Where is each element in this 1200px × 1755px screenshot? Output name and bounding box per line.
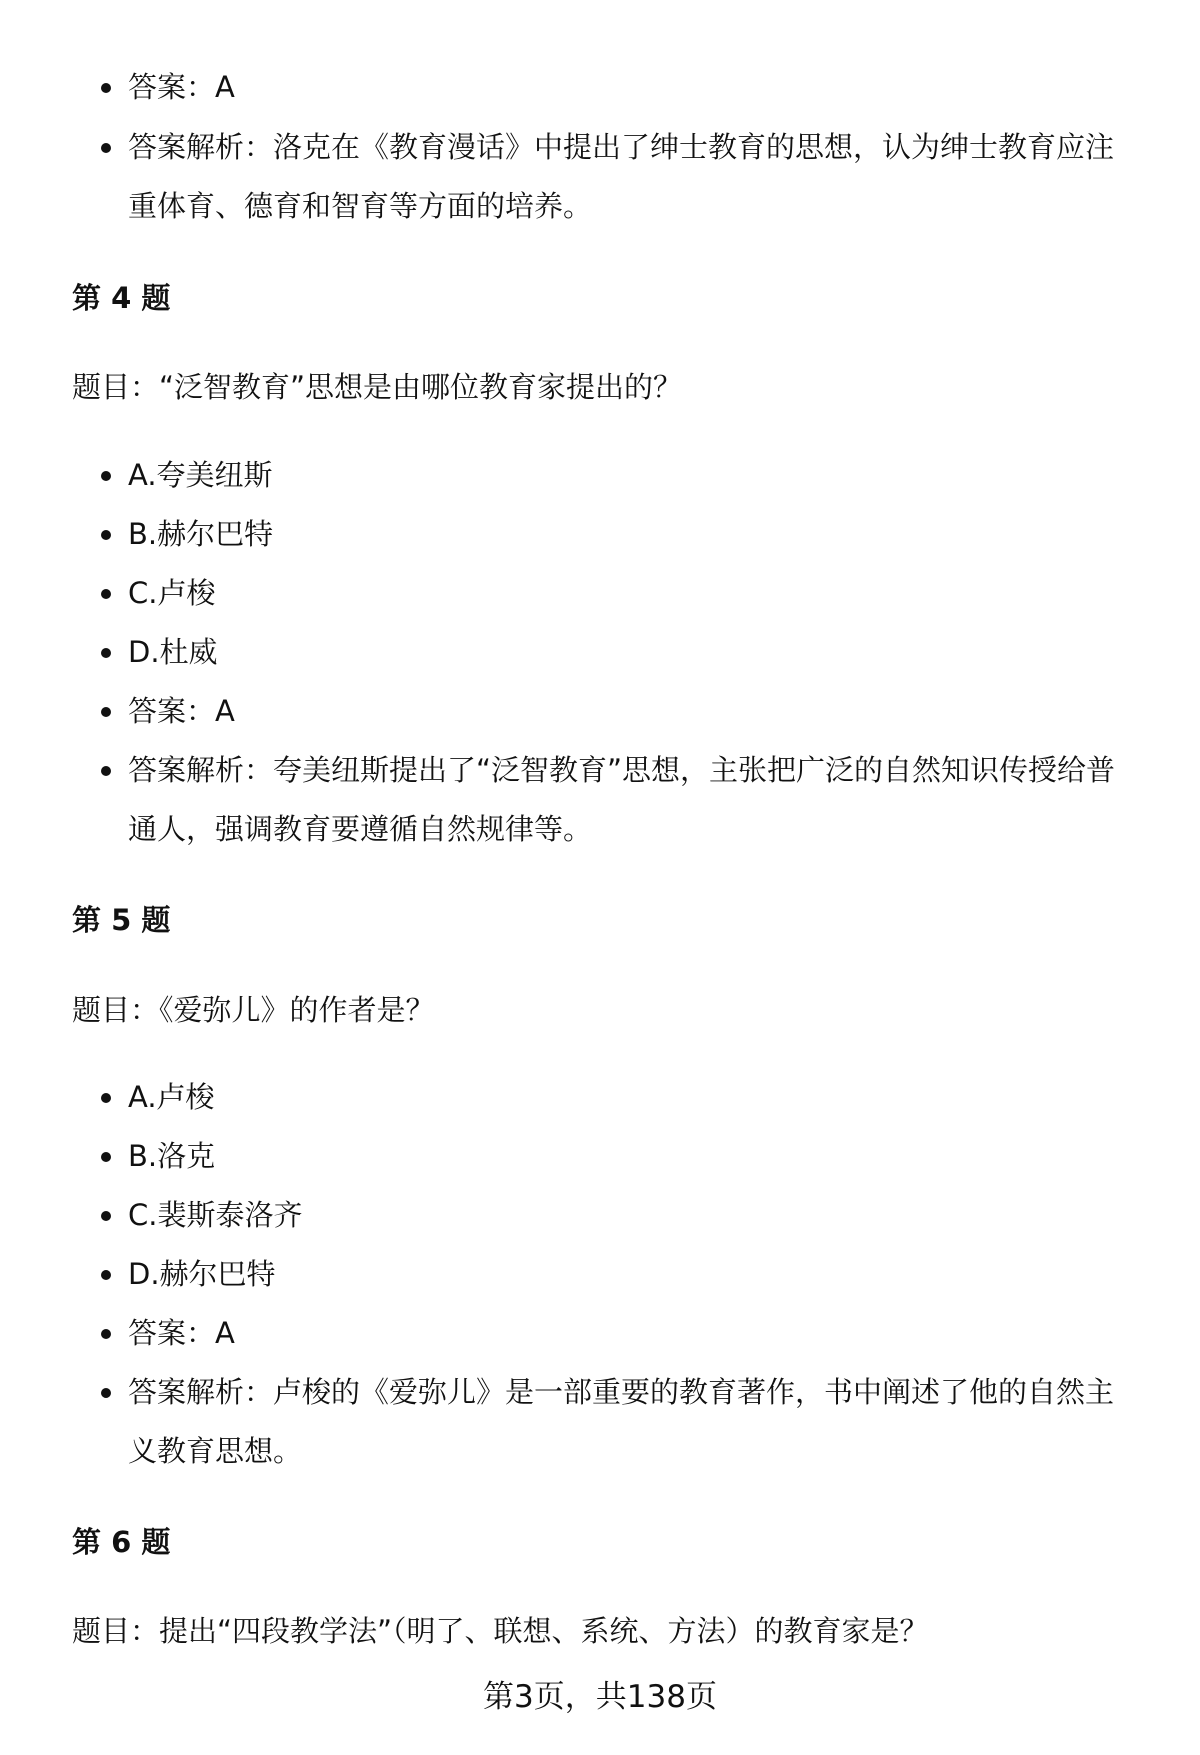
bullet-dot-icon [101,1211,111,1221]
option-text: A.夸美纽斯 [128,458,273,492]
q5-option-d [128,1245,1138,1304]
bullet-dot-icon [101,471,111,481]
page-indicator: 第3页，共138页 [483,1679,717,1715]
q4-explanation [128,741,1138,859]
bullet-dot-icon [101,1152,111,1162]
q6-question: 题目：提出“四段教学法”（明了、联想、系统、方法）的教育家是？ [72,1614,929,1648]
q4-answer [128,682,1138,741]
bullet-dot-icon [101,530,111,540]
q5-option-b [128,1127,1138,1186]
q4-option-b [128,505,1138,564]
q4-heading: 第 4 题 [72,281,171,315]
option-text: B.洛克 [128,1139,216,1173]
option-text: A.卢梭 [128,1080,215,1114]
q3-explanation-text: 答案解析：洛克在《教育漫话》中提出了绅士教育的思想，认为绅士教育应注重体育、德育和智育等方面的培养。 [128,130,1115,223]
q5-option-a [128,1068,1138,1127]
bullet-dot-icon [101,589,111,599]
q3-answer-text: 答案：A [128,70,235,104]
q3-explanation [128,118,1138,236]
q5-question: 题目：《爱弥儿》的作者是？ [72,993,435,1027]
bullet-dot-icon [101,1270,111,1280]
q5-explanation-text: 答案解析：卢梭的《爱弥儿》是一部重要的教育著作，书中阐述了他的自然主义教育思想。 [128,1375,1115,1468]
bullet-dot-icon [101,143,111,153]
q4-question: 题目：“泛智教育”思想是由哪位教育家提出的？ [72,370,683,404]
bullet-dot-icon [101,1388,111,1398]
q5-explanation [128,1363,1138,1481]
option-text: D.杜威 [128,635,218,669]
bullet-dot-icon [101,766,111,776]
bullet-dot-icon [101,83,111,93]
q5-option-c [128,1186,1138,1245]
q4-option-d [128,623,1138,682]
option-text: C.卢梭 [128,576,216,610]
option-text: C.裴斯泰洛齐 [128,1198,303,1232]
q5-heading: 第 5 题 [72,903,171,937]
q4-explanation-text: 答案解析：夸美纽斯提出了“泛智教育”思想，主张把广泛的自然知识传授给普通人，强调教育要遵循自然规律等。 [128,753,1116,846]
q3-answer [128,58,1138,117]
q4-option-c [128,564,1138,623]
bullet-dot-icon [101,1093,111,1103]
q5-answer-text: 答案：A [128,1316,235,1350]
bullet-dot-icon [101,707,111,717]
option-text: D.赫尔巴特 [128,1257,276,1291]
bullet-dot-icon [101,648,111,658]
bullet-dot-icon [101,1329,111,1339]
option-text: B.赫尔巴特 [128,517,274,551]
q5-answer [128,1304,1138,1363]
q4-answer-text: 答案：A [128,694,235,728]
q4-option-a [128,446,1138,505]
q6-heading: 第 6 题 [72,1525,171,1559]
